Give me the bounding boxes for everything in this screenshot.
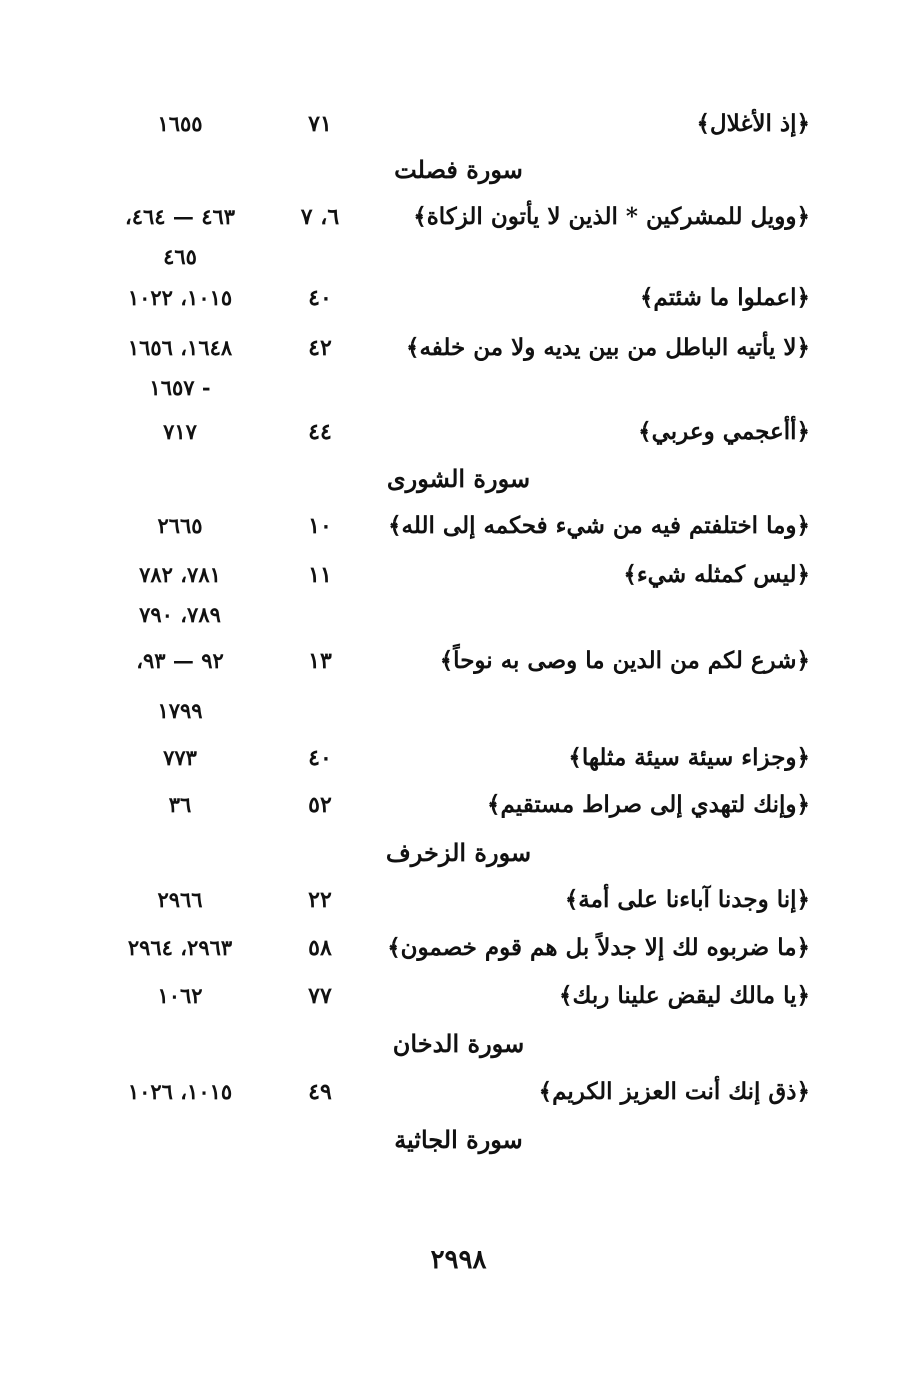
page-references: ٩٢ — ٩٣، <box>136 648 224 673</box>
ayah-number: ٥٢ <box>308 792 332 818</box>
page-references: ٢٩٦٦ <box>157 887 203 912</box>
verse-text: ﴿وإنك لتهدي إلى صراط مستقيم﴾ <box>487 791 810 818</box>
page-references: ٧٨١، ٧٨٢ <box>139 562 221 587</box>
page-references: ١٦٥٥ <box>157 111 203 136</box>
index-entry <box>110 506 810 546</box>
surah-heading-jathiya: سورة الجاثية <box>394 1125 523 1154</box>
ayah-number: ١١ <box>308 562 332 588</box>
index-entry <box>110 785 810 825</box>
page-references: ٧٧٣ <box>163 745 197 770</box>
page-references: ١٠١٥، ١٠٢٦ <box>127 1079 233 1104</box>
verse-text: ﴿لا يأتيه الباطل من بين يديه ولا من خلفه﴾ <box>405 334 810 361</box>
verse-text: ﴿ليس كمثله شيء﴾ <box>623 561 810 588</box>
index-entry <box>110 555 810 627</box>
page-references: ٧١٧ <box>163 419 197 444</box>
page-references-continued: ٤٦٥ <box>163 244 197 269</box>
page-references: ٣٦ <box>168 792 192 817</box>
verse-text: ﴿ما ضربوه لك إلا جدلاً بل هم قوم خصمون﴾ <box>387 934 810 961</box>
page-references: ٢٦٦٥ <box>157 513 203 538</box>
index-entry <box>110 278 810 318</box>
surah-heading-fussilat: سورة فصلت <box>394 155 523 184</box>
verse-text: ﴿أأعجمي وعربي﴾ <box>638 418 810 445</box>
page-references: ١٠٦٢ <box>157 983 203 1008</box>
surah-heading-zukhruf: سورة الزخرف <box>385 838 532 867</box>
ayah-number: ٤٩ <box>308 1079 332 1105</box>
ayah-number: ٤٠ <box>308 745 332 771</box>
page-number: ٢٩٩٨ <box>430 1245 487 1275</box>
verse-text: ﴿ذق إنك أنت العزيز الكريم﴾ <box>538 1078 810 1105</box>
page-references: ٤٦٣ — ٤٦٤، <box>124 204 236 229</box>
verse-text: ﴿وويل للمشركين * الذين لا يأتون الزكاة﴾ <box>413 203 810 230</box>
verse-text: ﴿يا مالك ليقض علينا ربك﴾ <box>559 982 810 1009</box>
ayah-number: ٤٠ <box>308 285 332 311</box>
verse-text: ﴿اعملوا ما شئتم﴾ <box>639 284 810 311</box>
ayah-number: ٢٢ <box>308 887 332 913</box>
ayah-number: ٥٨ <box>308 935 332 961</box>
index-entry <box>110 1072 810 1112</box>
index-entry <box>110 328 810 400</box>
ayah-number: ١٠ <box>308 513 332 539</box>
ayah-number: ٧٧ <box>308 983 332 1009</box>
index-entry <box>110 104 810 144</box>
index-entry <box>110 976 810 1016</box>
page-references: ٢٩٦٣، ٢٩٦٤ <box>127 935 233 960</box>
verse-text: ﴿وما اختلفتم فيه من شيء فحكمه إلى الله﴾ <box>388 512 810 539</box>
page-references: ١٠١٥، ١٠٢٢ <box>127 285 233 310</box>
index-entry <box>110 880 810 920</box>
ayah-number: ٧١ <box>308 111 332 137</box>
verse-text: ﴿وجزاء سيئة سيئة مثلها﴾ <box>568 744 810 771</box>
index-entry <box>110 928 810 968</box>
index-entry <box>110 641 810 723</box>
verse-text: ﴿شرع لكم من الدين ما وصى به نوحاً﴾ <box>439 647 810 674</box>
ayah-number: ١٣ <box>308 648 332 674</box>
index-entry <box>110 197 810 269</box>
ayah-number: ٤٢ <box>308 335 332 361</box>
verse-text: ﴿إنا وجدنا آباءنا على أمة﴾ <box>564 886 810 913</box>
page-references: ١٦٤٨، ١٦٥٦ <box>127 335 233 360</box>
page-references-continued: ١٧٩٩ <box>157 698 203 723</box>
verse-text: ﴿إذ الأغلال﴾ <box>696 110 810 137</box>
surah-heading-shura: سورة الشورى <box>386 464 531 493</box>
ayah-number: ٦، ٧ <box>300 204 340 230</box>
index-entry <box>110 412 810 452</box>
index-entry <box>110 738 810 778</box>
page-references-continued: - ١٦٥٧ <box>149 375 211 400</box>
ayah-number: ٤٤ <box>308 419 332 445</box>
surah-heading-dukhan: سورة الدخان <box>392 1029 525 1058</box>
page-references-continued: ٧٨٩، ٧٩٠ <box>139 602 221 627</box>
